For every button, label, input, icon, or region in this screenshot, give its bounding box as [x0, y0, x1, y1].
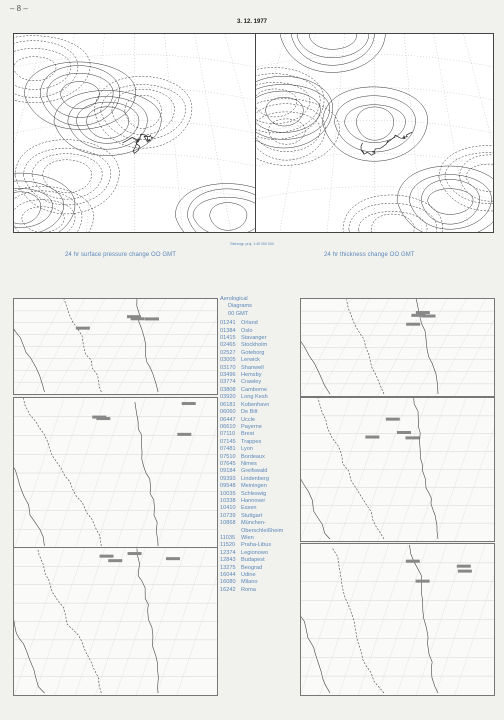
station-list [220, 296, 300, 594]
station-name: Beograd [241, 564, 263, 571]
station-code: 10035 [220, 490, 236, 497]
caption-surface-pressure: 24 hr surface pressure change OO GMT [65, 252, 176, 258]
station-row [220, 387, 300, 394]
station-name: Greifswald [241, 468, 268, 475]
station-name: Stavanger [241, 335, 267, 342]
station-row [220, 417, 300, 424]
station-code: 07110 [220, 431, 236, 438]
station-name: Wien [241, 535, 254, 541]
aerological-diagram-drawing [301, 544, 494, 695]
station-name: Stuttgart [241, 512, 263, 519]
aerological-diagram-drawing [14, 548, 217, 695]
station-row [220, 409, 300, 416]
station-row [220, 424, 300, 431]
station-code: 01241 [220, 320, 236, 327]
station-name: Schleswig [241, 490, 267, 497]
station-code: 11520 [220, 542, 236, 549]
station-code: 06060 [220, 409, 236, 416]
station-name: Essen [241, 505, 257, 512]
station-code: 03496 [220, 372, 236, 379]
station-code: 03774 [220, 379, 236, 386]
station-name: Long Kesh [241, 394, 268, 401]
station-row [220, 572, 300, 579]
station-name: Budapest [241, 557, 265, 564]
station-list-heading-2: Diagrams [228, 303, 252, 310]
station-row [220, 476, 300, 483]
station-row [220, 498, 300, 505]
station-name: Lindenberg [241, 475, 269, 482]
station-row [220, 394, 300, 401]
station-row [220, 446, 300, 453]
station-name: Meiningen [241, 483, 267, 490]
station-row [220, 335, 300, 342]
station-name: Crawley [241, 379, 262, 386]
station-row [220, 402, 300, 409]
station-row [220, 513, 300, 520]
station-code: 10338 [220, 497, 236, 504]
station-name: Oslo [241, 327, 253, 334]
station-name: Praha-Libus [241, 542, 272, 549]
station-row [220, 505, 300, 512]
station-row [220, 379, 300, 386]
station-code: 11035 [220, 535, 236, 541]
station-name: Payerne [241, 423, 262, 430]
aerological-diagram-6 [300, 543, 495, 696]
aerological-diagram-drawing [301, 299, 494, 396]
station-code: 13275 [220, 564, 236, 571]
aerological-diagram-drawing [14, 299, 217, 394]
aerological-diagram-2 [13, 397, 218, 549]
station-code: 07645 [220, 460, 236, 467]
station-row [220, 520, 300, 527]
station-name: Milano [241, 579, 258, 586]
station-name: Goteborg [241, 349, 265, 356]
station-row [220, 439, 300, 446]
station-name: Bordeaux [241, 453, 265, 460]
station-code: 03808 [220, 386, 236, 393]
station-row [220, 342, 300, 349]
station-name: Nimes [241, 460, 257, 467]
station-row [220, 557, 300, 564]
station-name: Roma [241, 586, 256, 593]
station-code: 10868 [220, 520, 236, 527]
station-name: Orland [241, 320, 258, 327]
aerological-diagram-drawing [301, 398, 494, 541]
station-code: 02465 [220, 342, 236, 349]
surface-pressure-change-map [13, 33, 256, 233]
station-code: 01384 [220, 327, 236, 334]
station-name: Hemsby [241, 372, 262, 379]
station-row [220, 565, 300, 572]
station-name: Kobenhavn [241, 401, 270, 408]
station-row [220, 328, 300, 335]
station-row [220, 431, 300, 438]
station-name: Stockholm [241, 342, 268, 349]
station-code: 07481 [220, 446, 236, 453]
station-code: 07145 [220, 438, 236, 445]
station-code: 12843 [220, 557, 236, 564]
station-code: 16044 [220, 572, 236, 579]
station-row [220, 579, 300, 586]
station-code: 06610 [220, 423, 236, 430]
station-code: 06181 [220, 401, 236, 408]
station-code: 06447 [220, 416, 236, 423]
station-row [220, 350, 300, 357]
map-drawing [256, 34, 493, 232]
station-code: 03170 [220, 364, 236, 371]
station-name: München- [241, 520, 266, 527]
station-row [220, 483, 300, 490]
aerological-diagram-drawing [14, 398, 217, 548]
station-list-heading-1: Aerological [220, 296, 248, 302]
station-row [220, 535, 300, 542]
station-name: Oberschleißheim [241, 527, 284, 534]
station-row [220, 528, 300, 535]
station-row [220, 357, 300, 364]
station-name: Udine [241, 572, 256, 579]
station-code: 12374 [220, 549, 236, 556]
station-code: 01415 [220, 335, 236, 342]
station-name: De Bilt [241, 409, 258, 416]
station-name: Uccle [241, 416, 255, 423]
station-code: 09184 [220, 468, 236, 475]
station-row [220, 372, 300, 379]
station-code: 10739 [220, 512, 236, 519]
station-row [220, 542, 300, 549]
map-drawing [14, 34, 255, 232]
thickness-change-map [255, 33, 494, 233]
station-row [220, 320, 300, 327]
station-row [220, 468, 300, 475]
scale-note: Stereogr. proj. 1:40 000 000 [230, 242, 274, 246]
aerological-diagram-5 [300, 397, 495, 542]
station-name: Legionowo [241, 549, 269, 556]
station-code: 07510 [220, 453, 236, 460]
station-code: 16080 [220, 579, 236, 586]
station-code: 09393 [220, 475, 236, 482]
station-row [220, 491, 300, 498]
station-name: Lyon [241, 446, 253, 453]
station-row [220, 365, 300, 372]
station-name: Trappes [241, 438, 262, 445]
station-code: 03005 [220, 357, 236, 364]
station-code: 02527 [220, 349, 236, 356]
station-list-heading-3: 00 GMT [228, 310, 249, 317]
aerological-diagram-4 [300, 298, 495, 397]
station-name: Hannover [241, 497, 266, 504]
station-code: 09548 [220, 483, 236, 490]
station-name: Lerwick [241, 357, 260, 364]
station-row [220, 550, 300, 557]
station-name: Brest [241, 431, 255, 438]
aerological-diagram-1 [13, 298, 218, 395]
page-date: 3. 12. 1977 [236, 19, 268, 25]
station-row [220, 461, 300, 468]
station-code: 16242 [220, 586, 236, 593]
caption-thickness: 24 hr thickness change OO GMT [324, 252, 415, 258]
station-code: 03920 [220, 394, 236, 401]
station-row [220, 454, 300, 461]
station-name: Camborne [241, 386, 268, 393]
station-name: Shanwell [241, 364, 264, 371]
station-row [220, 587, 300, 594]
page-number: – 8 – [10, 4, 28, 13]
station-code: 10410 [220, 505, 236, 512]
aerological-diagram-3 [13, 547, 218, 696]
